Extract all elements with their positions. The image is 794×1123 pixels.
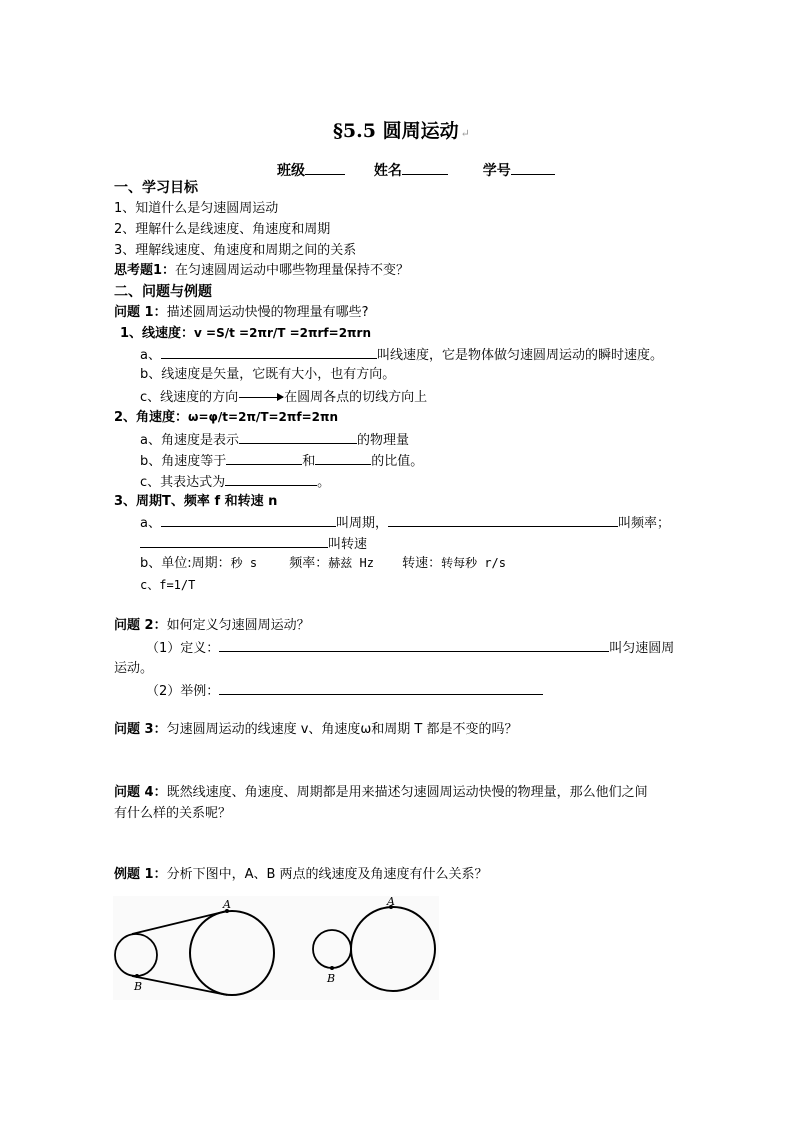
period-a2-suffix: 叫转速 <box>328 537 368 552</box>
frequency-unit: 赫兹 Hz <box>328 556 374 570</box>
q3-text: 匀速圆周运动的线速度 v、角速度ω和周期 T 都是不变的吗？ <box>166 722 518 737</box>
point-b-marker <box>135 974 139 978</box>
angular-b-blank-1[interactable] <box>226 452 302 465</box>
student-info-line <box>277 162 555 180</box>
point-b2-label: B <box>327 972 336 985</box>
angular-a-prefix: a、角速度是表示 <box>140 433 239 448</box>
angular-head: 2、角速度： <box>114 410 189 425</box>
angular-formula: ω=φ/t=2π/T=2πf=2πn <box>188 410 339 424</box>
question-4 <box>114 785 648 801</box>
name-field[interactable] <box>402 162 448 175</box>
period-item-c: c、f=1/T <box>140 578 196 592</box>
q1-text: 描述圆周运动快慢的物理量有哪些? <box>166 305 369 320</box>
ex1-label: 例题 1： <box>114 867 167 882</box>
unit-label: b、单位:周期： <box>140 556 231 571</box>
goal-item: 3、理解线速度、角速度和周期之间的关系 <box>114 243 357 258</box>
point-a2-label: A <box>387 896 395 908</box>
definition-blank[interactable] <box>219 639 609 652</box>
linear-c-right: 在圆周各点的切线方向上 <box>284 390 428 405</box>
period-item-a2 <box>140 535 367 553</box>
period-item-b <box>140 556 506 572</box>
linear-velocity-heading <box>120 326 371 342</box>
linear-item-b: b、线速度是矢量，它既有大小，也有方向。 <box>140 367 396 382</box>
question-1 <box>114 305 368 321</box>
angular-b-prefix: b、角速度等于 <box>140 454 227 469</box>
rotation-speed-blank[interactable] <box>140 535 328 548</box>
think-question <box>114 263 409 279</box>
class-field[interactable] <box>305 162 345 175</box>
q2-text: 如何定义匀速圆周运动？ <box>166 618 310 633</box>
definition-label: （1）定义： <box>146 641 220 656</box>
ex1-text: 分析下图中，A、B 两点的线速度及角速度有什么关系？ <box>166 867 488 882</box>
q4-label: 问题 4： <box>114 785 167 800</box>
angular-velocity-heading <box>114 410 338 426</box>
angular-item-a <box>140 431 409 449</box>
goal-item: 2、理解什么是线速度、角速度和周期 <box>114 222 331 237</box>
linear-formula: v =S/t =2πr/T =2πrf=2πrn <box>194 326 371 340</box>
section-heading-goals: 一、学习目标 <box>114 180 198 196</box>
angular-item-b <box>140 452 423 470</box>
linear-a-blank[interactable] <box>161 346 377 359</box>
q1-label: 问题 1： <box>114 305 167 320</box>
example-1 <box>114 867 488 883</box>
q3-label: 问题 3： <box>114 722 167 737</box>
frequency-label: 频率： <box>289 556 329 571</box>
id-field[interactable] <box>511 162 555 175</box>
example-blank[interactable] <box>219 682 543 695</box>
return-mark: ↵ <box>460 127 470 140</box>
point-b2-marker <box>330 966 334 970</box>
period-blank[interactable] <box>161 514 336 527</box>
linear-a-suffix: 叫线速度，它是物体做匀速圆周运动的瞬时速度。 <box>376 348 663 363</box>
question-2 <box>114 618 310 634</box>
angular-item-c <box>140 473 330 491</box>
q4-line1: 既然线速度、角速度、周期都是用来描述匀速圆周运动快慢的物理量，那么他们之间 <box>166 785 648 800</box>
angular-b-mid: 和 <box>302 454 316 469</box>
speed-label: 转速： <box>402 556 442 571</box>
linear-item-a <box>140 346 663 364</box>
think-text: 在匀速圆周运动中哪些物理量保持不变？ <box>175 263 410 278</box>
q2-definition <box>146 639 674 657</box>
linear-c-left: c、线速度的方向 <box>140 390 239 405</box>
speed-unit: 转每秒 r/s <box>441 556 506 570</box>
q2-example <box>146 682 543 700</box>
linear-head: 1、线速度： <box>120 326 195 341</box>
question-3 <box>114 722 518 738</box>
angular-b-suffix: 的比值。 <box>371 454 424 469</box>
example-label: （2）举例： <box>146 684 220 699</box>
q2-label: 问题 2： <box>114 618 167 633</box>
linear-item-c <box>140 390 427 406</box>
angular-c-suffix: 。 <box>317 475 331 490</box>
period-item-a <box>140 514 670 532</box>
angular-c-prefix: c、其表达式为 <box>140 475 226 490</box>
point-a-label: A <box>223 898 231 911</box>
pulley-figure <box>113 896 439 1000</box>
angular-a-blank[interactable] <box>239 431 357 444</box>
right-arrow-icon <box>239 397 283 398</box>
definition-suffix: 叫匀速圆周 <box>609 641 675 656</box>
id-label: 学号 <box>482 163 511 179</box>
goal-item: 1、知道什么是匀速圆周运动 <box>114 201 279 216</box>
page-title: §5.5 圆周运动 ↵ <box>333 120 470 142</box>
question-4-line2: 有什么样的关系呢？ <box>114 806 232 821</box>
period-a-mid: 叫周期， <box>335 516 388 531</box>
period-a-suffix: 叫频率； <box>617 516 670 531</box>
linear-a-prefix: a、 <box>140 348 161 363</box>
point-b-label: B <box>134 980 143 993</box>
angular-a-suffix: 的物理量 <box>356 433 409 448</box>
period-unit: 秒 s <box>230 556 258 570</box>
think-label: 思考题1： <box>114 263 176 278</box>
q2-definition-cont: 运动。 <box>114 661 154 676</box>
class-label: 班级 <box>277 163 305 179</box>
name-label: 姓名 <box>373 163 402 179</box>
angular-b-blank-2[interactable] <box>315 452 371 465</box>
frequency-blank[interactable] <box>388 514 618 527</box>
period-a-prefix: a、 <box>140 516 161 531</box>
angular-c-blank[interactable] <box>225 473 317 486</box>
period-heading: 3、周期T、频率 f 和转速 n <box>114 494 278 509</box>
section-heading-questions: 二、问题与例题 <box>114 284 212 300</box>
